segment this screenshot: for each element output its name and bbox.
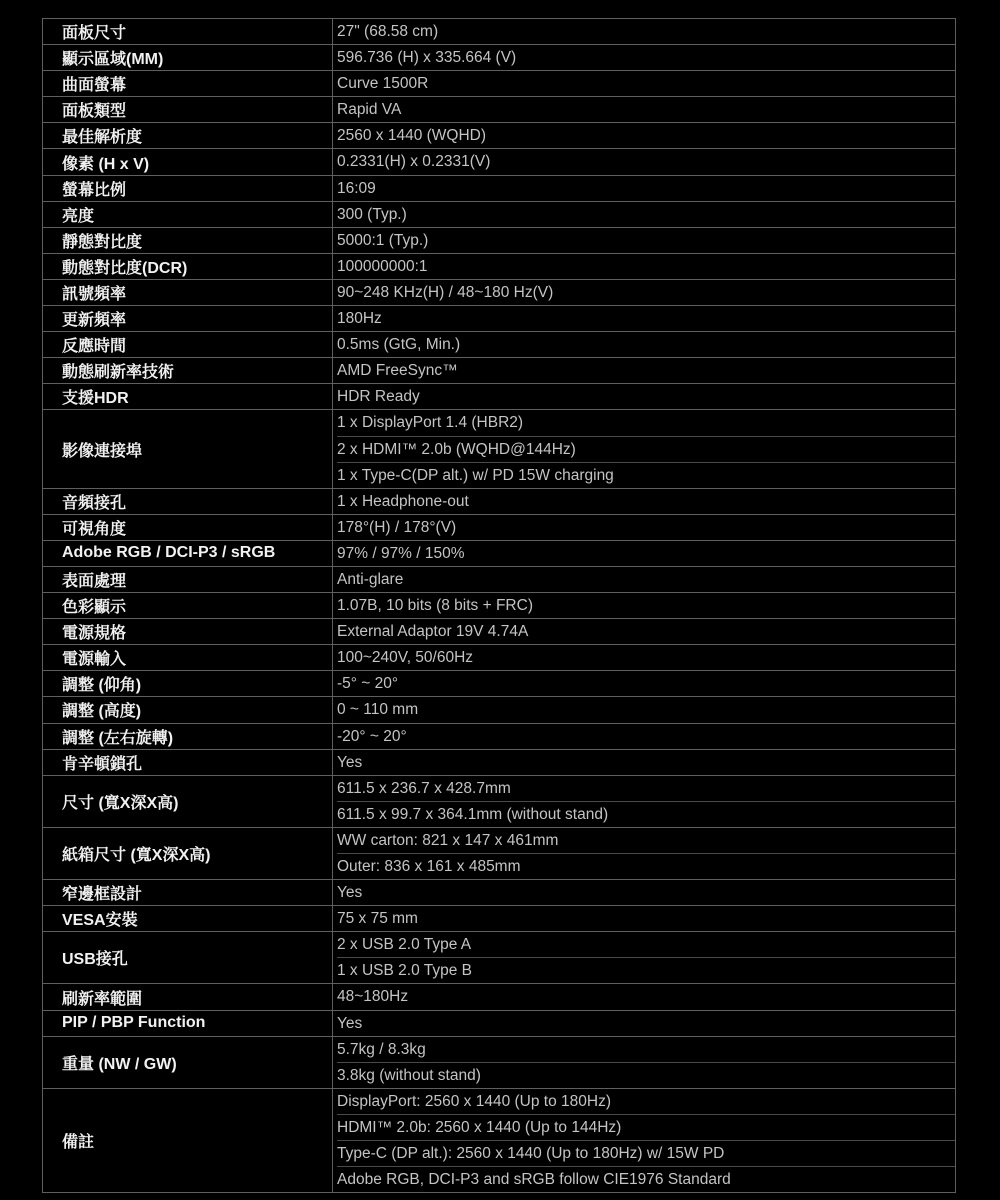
spec-label: 刷新率範圍 (43, 984, 333, 1010)
spec-value-line: 0.5ms (GtG, Min.) (337, 336, 461, 354)
spec-value (333, 697, 956, 723)
spec-row (43, 1036, 956, 1088)
spec-value-line: 3.8kg (without stand) (337, 1062, 955, 1088)
spec-label: 面板類型 (43, 97, 333, 123)
spec-row (43, 97, 956, 123)
spec-table (42, 18, 956, 1193)
spec-value (333, 45, 956, 71)
spec-row (43, 540, 956, 566)
spec-row (43, 566, 956, 592)
spec-label: 反應時間 (43, 332, 333, 358)
spec-row (43, 45, 956, 71)
spec-value-line: 97% / 97% / 150% (337, 544, 465, 562)
spec-label: 最佳解析度 (43, 123, 333, 149)
spec-label: 調整 (仰角) (43, 671, 333, 697)
spec-value-line: Type-C (DP alt.): 2560 x 1440 (Up to 180Hz) w/ 15W PD (337, 1140, 955, 1166)
spec-label: USB接孔 (43, 932, 333, 984)
spec-value-line: Outer: 836 x 161 x 485mm (337, 853, 955, 879)
spec-label: 靜態對比度 (43, 227, 333, 253)
spec-value-line: 48~180Hz (337, 988, 409, 1006)
spec-label: 電源輸入 (43, 645, 333, 671)
spec-value-line: 5.7kg / 8.3kg (337, 1040, 426, 1058)
spec-value-line: Yes (337, 1014, 363, 1032)
spec-value (333, 1010, 956, 1036)
spec-row (43, 1088, 956, 1192)
spec-value (333, 253, 956, 279)
spec-value (333, 410, 956, 488)
spec-row (43, 306, 956, 332)
spec-row (43, 1010, 956, 1036)
spec-row (43, 227, 956, 253)
spec-value-line: DisplayPort: 2560 x 1440 (Up to 180Hz) (337, 1092, 611, 1110)
spec-label: 色彩顯示 (43, 593, 333, 619)
spec-value-line: 100~240V, 50/60Hz (337, 649, 474, 667)
spec-value (333, 97, 956, 123)
spec-value-line: External Adaptor 19V 4.74A (337, 623, 529, 641)
spec-value-line: -5° ~ 20° (337, 675, 399, 693)
spec-value (333, 749, 956, 775)
spec-value (333, 332, 956, 358)
spec-label: 音頻接孔 (43, 488, 333, 514)
spec-row (43, 71, 956, 97)
spec-row (43, 358, 956, 384)
spec-value-line: 180Hz (337, 310, 382, 328)
spec-label: 電源規格 (43, 619, 333, 645)
spec-value-line: 596.736 (H) x 335.664 (V) (337, 49, 517, 67)
spec-row (43, 749, 956, 775)
spec-value-line: 2560 x 1440 (WQHD) (337, 127, 487, 145)
spec-row (43, 984, 956, 1010)
spec-value-line: 100000000:1 (337, 257, 428, 275)
spec-label: 紙箱尺寸 (寬X深X高) (43, 827, 333, 879)
spec-label: 支援HDR (43, 384, 333, 410)
spec-label: 曲面螢幕 (43, 71, 333, 97)
spec-value (333, 932, 956, 984)
spec-row (43, 723, 956, 749)
spec-row (43, 488, 956, 514)
spec-label: 表面處理 (43, 566, 333, 592)
spec-value (333, 880, 956, 906)
spec-label: 調整 (高度) (43, 697, 333, 723)
spec-value (333, 123, 956, 149)
spec-value-line: AMD FreeSync™ (337, 362, 458, 380)
spec-value-line: 90~248 KHz(H) / 48~180 Hz(V) (337, 283, 554, 301)
spec-label: 顯示區域(MM) (43, 45, 333, 71)
spec-value (333, 306, 956, 332)
spec-value-line: Anti-glare (337, 570, 404, 588)
spec-value (333, 566, 956, 592)
spec-value (333, 775, 956, 827)
spec-row (43, 149, 956, 175)
spec-row (43, 175, 956, 201)
spec-value-line: Adobe RGB, DCI-P3 and sRGB follow CIE1976 Standard (337, 1166, 955, 1192)
spec-label: 動態對比度(DCR) (43, 253, 333, 279)
spec-label: 面板尺寸 (43, 19, 333, 45)
spec-value (333, 1088, 956, 1192)
spec-value-line: Yes (337, 753, 363, 771)
spec-label: 訊號頻率 (43, 279, 333, 305)
spec-value (333, 384, 956, 410)
spec-value (333, 175, 956, 201)
spec-value-line: 75 x 75 mm (337, 910, 418, 928)
spec-label: 螢幕比例 (43, 175, 333, 201)
spec-value-line: 1 x USB 2.0 Type B (337, 957, 955, 983)
spec-value-line: 1.07B, 10 bits (8 bits + FRC) (337, 597, 533, 615)
spec-label: Adobe RGB / DCI-P3 / sRGB (43, 540, 333, 566)
spec-value (333, 906, 956, 932)
spec-value-line: 611.5 x 99.7 x 364.1mm (without stand) (337, 801, 955, 827)
spec-value-line: 1 x Type-C(DP alt.) w/ PD 15W charging (337, 462, 955, 488)
spec-value-line: 611.5 x 236.7 x 428.7mm (337, 779, 511, 797)
spec-row (43, 880, 956, 906)
spec-row (43, 410, 956, 488)
spec-value-line: 5000:1 (Typ.) (337, 231, 429, 249)
spec-label: 影像連接埠 (43, 410, 333, 488)
spec-label: 尺寸 (寬X深X高) (43, 775, 333, 827)
spec-value-line: Curve 1500R (337, 75, 429, 93)
spec-value (333, 514, 956, 540)
spec-value (333, 723, 956, 749)
spec-row (43, 906, 956, 932)
spec-label: 重量 (NW / GW) (43, 1036, 333, 1088)
spec-row (43, 697, 956, 723)
spec-value (333, 1036, 956, 1088)
spec-value-line: 2 x HDMI™ 2.0b (WQHD@144Hz) (337, 436, 955, 462)
spec-label: 調整 (左右旋轉) (43, 723, 333, 749)
spec-label: 肯辛頓鎖孔 (43, 749, 333, 775)
spec-value (333, 19, 956, 45)
spec-value-line: 1 x Headphone-out (337, 492, 469, 510)
spec-value (333, 827, 956, 879)
spec-label: PIP / PBP Function (43, 1010, 333, 1036)
spec-label: 備註 (43, 1088, 333, 1192)
spec-row (43, 671, 956, 697)
spec-value-line: Rapid VA (337, 101, 402, 119)
spec-row (43, 645, 956, 671)
spec-label: 可視角度 (43, 514, 333, 540)
spec-table-body (43, 19, 956, 1193)
spec-row (43, 619, 956, 645)
spec-label: 亮度 (43, 201, 333, 227)
spec-value (333, 671, 956, 697)
spec-row (43, 827, 956, 879)
spec-value-line: -20° ~ 20° (337, 727, 407, 745)
spec-label: 動態刷新率技術 (43, 358, 333, 384)
spec-row (43, 593, 956, 619)
spec-value-line: 300 (Typ.) (337, 205, 407, 223)
spec-value-line: 16:09 (337, 179, 376, 197)
spec-value (333, 619, 956, 645)
spec-value-line: Yes (337, 884, 363, 902)
spec-row (43, 279, 956, 305)
spec-row (43, 19, 956, 45)
spec-value-line: 1 x DisplayPort 1.4 (HBR2) (337, 414, 524, 432)
spec-value-line: 0 ~ 110 mm (337, 701, 419, 719)
spec-value (333, 358, 956, 384)
spec-value-line: HDMI™ 2.0b: 2560 x 1440 (Up to 144Hz) (337, 1114, 955, 1140)
spec-label: 更新頻率 (43, 306, 333, 332)
spec-row (43, 775, 956, 827)
spec-value-line: 2 x USB 2.0 Type A (337, 936, 472, 954)
spec-row (43, 384, 956, 410)
spec-value (333, 488, 956, 514)
spec-row (43, 932, 956, 984)
spec-value (333, 540, 956, 566)
spec-row (43, 332, 956, 358)
spec-label: VESA安裝 (43, 906, 333, 932)
spec-row (43, 253, 956, 279)
spec-label: 像素 (H x V) (43, 149, 333, 175)
spec-value (333, 227, 956, 253)
spec-row (43, 123, 956, 149)
spec-label: 窄邊框設計 (43, 880, 333, 906)
spec-value (333, 279, 956, 305)
spec-value-line: 0.2331(H) x 0.2331(V) (337, 153, 491, 171)
spec-value-line: WW carton: 821 x 147 x 461mm (337, 831, 559, 849)
spec-value-line: 178°(H) / 178°(V) (337, 518, 457, 536)
spec-value (333, 984, 956, 1010)
spec-value (333, 201, 956, 227)
spec-value (333, 645, 956, 671)
spec-value (333, 71, 956, 97)
spec-row (43, 201, 956, 227)
spec-value (333, 149, 956, 175)
spec-row (43, 514, 956, 540)
spec-value-line: 27" (68.58 cm) (337, 23, 439, 40)
spec-value-line: HDR Ready (337, 388, 420, 406)
spec-value (333, 593, 956, 619)
